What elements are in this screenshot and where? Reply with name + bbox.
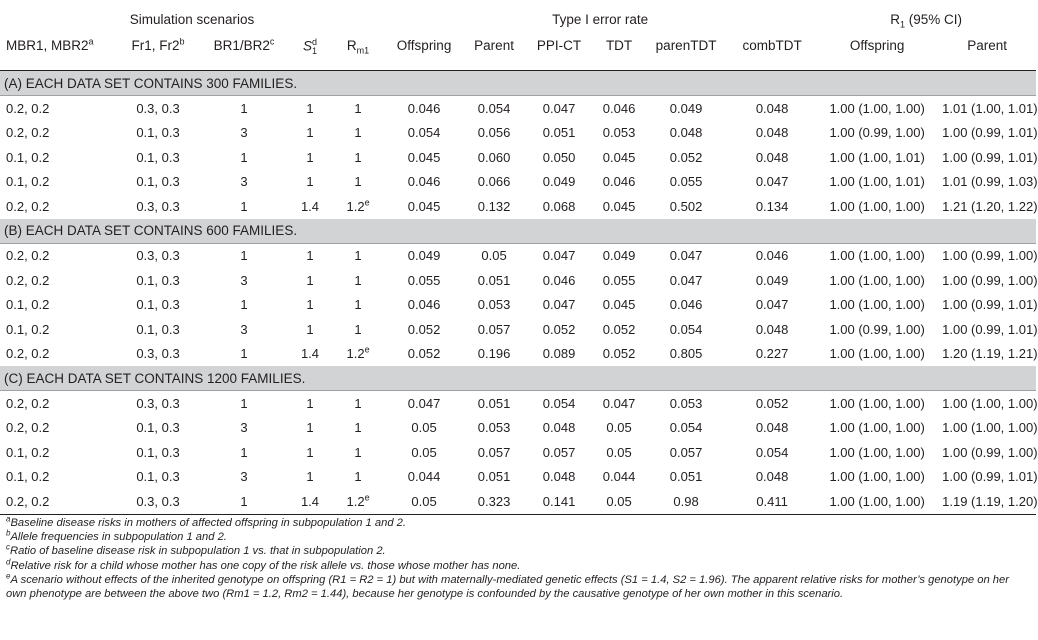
- table-cell: 0.134: [755, 198, 789, 214]
- column-header-row: [0, 38, 1036, 71]
- table-cell: 0.1, 0.2: [6, 149, 50, 165]
- section-header: [0, 366, 1036, 391]
- table-cell: 1.00 (1.00, 1.00): [829, 346, 925, 362]
- table-cell: 3: [240, 125, 248, 141]
- table-cell: 1.00 (0.99, 1.01): [942, 297, 1038, 313]
- table-cell: 0.049: [602, 248, 636, 264]
- table-cell: 1.01 (0.99, 1.03): [942, 174, 1038, 190]
- table-cell: 0.044: [602, 469, 636, 485]
- table-cell: 0.1, 0.2: [6, 297, 50, 313]
- table-cell: 1: [306, 248, 314, 264]
- table-cell: 1.00 (1.00, 1.00): [829, 100, 925, 116]
- col-tdt: TDT: [594, 38, 644, 71]
- table-cell: 1: [354, 125, 362, 141]
- table-cell: 1.2e: [346, 344, 370, 362]
- table-cell: 0.045: [602, 149, 636, 165]
- table-cell: 0.047: [669, 248, 703, 264]
- table-cell: 1: [306, 420, 314, 436]
- table-row: [0, 170, 1036, 195]
- table-cell: 0.054: [477, 100, 511, 116]
- table-cell: 1: [354, 420, 362, 436]
- table-cell: 0.2, 0.2: [6, 346, 50, 362]
- table-cell: 1: [306, 174, 314, 190]
- table-cell: 0.053: [477, 297, 511, 313]
- col-combtdt: combTDT: [728, 38, 816, 71]
- table-cell: 0.1, 0.3: [136, 469, 180, 485]
- table-cell: 0.045: [407, 149, 441, 165]
- table-cell: 0.046: [602, 100, 636, 116]
- table-cell: 1: [240, 297, 248, 313]
- table-cell: 1.01 (1.00, 1.01): [942, 100, 1038, 116]
- table-cell: 0.048: [755, 125, 789, 141]
- table-cell: 1.00 (1.00, 1.00): [829, 444, 925, 460]
- table-cell: 0.056: [477, 125, 511, 141]
- table-cell: 1: [240, 149, 248, 165]
- col-s1: S d 1: [288, 38, 332, 71]
- table-cell: 0.046: [602, 174, 636, 190]
- section-header: [0, 219, 1036, 244]
- table-cell: 1: [306, 125, 314, 141]
- col-br: BR1/BR2$^c$: [200, 38, 288, 71]
- table-cell: 3: [240, 469, 248, 485]
- table-cell: 1.20 (1.19, 1.21): [942, 346, 1038, 362]
- table-cell: 1.00 (1.00, 1.00): [829, 420, 925, 436]
- table-cell: 0.3, 0.3: [116, 489, 200, 514]
- table-cell: 0.046: [542, 272, 576, 288]
- table-cell: 1: [354, 469, 362, 485]
- table-cell: 0.047: [669, 272, 703, 288]
- table-cell: 0.2, 0.2: [6, 248, 50, 264]
- table-cell: 1.00 (1.00, 1.00): [829, 297, 925, 313]
- table-cell: 0.2, 0.2: [6, 420, 50, 436]
- table-cell: 1: [306, 469, 314, 485]
- table-cell: 1.00 (0.99, 1.01): [942, 321, 1038, 337]
- table-cell: 0.3, 0.3: [136, 198, 180, 214]
- table-cell: 1.21 (1.20, 1.22): [942, 198, 1038, 214]
- table-cell: 0.057: [477, 444, 511, 460]
- table-cell: 1: [306, 321, 314, 337]
- footnote-e: $^e$A scenario without effects of the inherited genotype on offspring (R1 = R2 = 1) but with maternally-mediated genetic effects (S1 = 1.4, S2 = 1.96). The apparent relative risks for mother’s genotype on her own phenotype are between the above two (Rm1 = 1.2, Rm2 = 1.44), because her genotype is confounded by the causative genotype of her own mother in this scenario.: [6, 571, 1009, 601]
- table-cell: 0.1, 0.3: [136, 321, 180, 337]
- table-cell: 0.048: [755, 149, 789, 165]
- col-offspring: Offspring: [384, 38, 464, 71]
- table-cell: 1.00 (1.00, 1.00): [829, 469, 925, 485]
- table-cell: 0.051: [669, 469, 703, 485]
- table-cell: 1: [354, 174, 362, 190]
- table-cell: 0.055: [407, 272, 441, 288]
- table-cell: 0.141: [524, 489, 594, 514]
- table-cell: 0.048: [542, 420, 576, 436]
- table-cell: 1: [200, 489, 288, 514]
- table-cell: 0.052: [669, 149, 703, 165]
- footnote-c: $^c$Ratio of baseline disease risk in subpopulation 1 vs. that in subpopulation 2.: [6, 542, 386, 558]
- section-title: (C) EACH DATA SET CONTAINS 1200 FAMILIES.: [0, 366, 1036, 391]
- table-cell: 0.3, 0.3: [136, 100, 180, 116]
- table-row: [0, 465, 1036, 490]
- table-cell: 0.048: [755, 321, 789, 337]
- table-cell: 0.2, 0.2: [6, 125, 50, 141]
- table-cell: 1: [354, 149, 362, 165]
- table-cell: 0.057: [542, 444, 576, 460]
- col-fr: Fr1, Fr2$^b$: [116, 38, 200, 71]
- table-cell: 3: [240, 321, 248, 337]
- table-row: [0, 121, 1036, 146]
- table-cell: 1.00 (1.00, 1.00): [942, 395, 1038, 411]
- table-cell: 1.00 (0.99, 1.00): [829, 125, 925, 141]
- table-cell: 0.055: [602, 272, 636, 288]
- group-type1-header: Type I error rate: [552, 11, 649, 27]
- table-cell: 0.2, 0.2: [6, 395, 50, 411]
- table-cell: 1.00 (0.99, 1.00): [942, 248, 1038, 264]
- table-cell: 1: [354, 321, 362, 337]
- table-cell: 0.05: [481, 248, 507, 264]
- table-cell: 0.048: [542, 469, 576, 485]
- table-cell: 0.049: [542, 174, 576, 190]
- table-cell: 0.1, 0.3: [136, 444, 180, 460]
- table-cell: 0.049: [755, 272, 789, 288]
- table-cell: 0.2, 0.2: [6, 272, 50, 288]
- table-row: [0, 416, 1036, 441]
- table-cell: 3: [240, 174, 248, 190]
- table-cell: 0.227: [755, 346, 789, 362]
- table-cell: 0.045: [407, 198, 441, 214]
- table-cell: 0.047: [542, 100, 576, 116]
- table-cell: 0.044: [407, 469, 441, 485]
- table-cell: 0.1, 0.3: [136, 272, 180, 288]
- table-cell: 0.052: [542, 321, 576, 337]
- table-cell: 0.053: [602, 125, 636, 141]
- table-cell: 1.2e: [346, 197, 370, 214]
- table-cell: 0.052: [602, 321, 636, 337]
- table-cell: 1: [240, 100, 248, 116]
- col-r1-parent: Parent: [938, 38, 1036, 71]
- table-cell: 0.054: [669, 321, 703, 337]
- table-cell: 0.1, 0.3: [136, 149, 180, 165]
- group-header-row: [0, 0, 1036, 38]
- table-cell: 0.411: [728, 489, 816, 514]
- table-cell: 0.047: [542, 297, 576, 313]
- table-cell: 0.046: [407, 297, 441, 313]
- table-cell: 0.05: [594, 489, 644, 514]
- section-title: (B) EACH DATA SET CONTAINS 600 FAMILIES.: [0, 219, 1036, 244]
- table-row: [0, 391, 1036, 416]
- table-cell: 0.05: [606, 444, 632, 460]
- table-cell: 0.047: [755, 174, 789, 190]
- table-cell: 1: [306, 149, 314, 165]
- table-cell: 0.048: [755, 420, 789, 436]
- table-cell: 0.089: [542, 346, 576, 362]
- table-cell: 0.051: [477, 469, 511, 485]
- table-cell: 0.053: [669, 395, 703, 411]
- table-cell: 1.00 (1.00, 1.01): [829, 174, 925, 190]
- table-cell: 0.054: [407, 125, 441, 141]
- table-cell: 0.054: [755, 444, 789, 460]
- table-cell: 0.052: [755, 395, 789, 411]
- footnote-d: $^d$Relative risk for a child whose mother has one copy of the risk allele vs. those whose mother has none.: [6, 556, 521, 572]
- footnotes: [6, 516, 1010, 601]
- table-cell: 0.05: [384, 489, 464, 514]
- col-mbr: MBR1, MBR2$^a$: [0, 38, 116, 71]
- table-cell: 1.00 (1.00, 1.01): [829, 149, 925, 165]
- table-cell: 0.047: [755, 297, 789, 313]
- table-cell: 1: [354, 248, 362, 264]
- table-cell: 0.1, 0.2: [6, 444, 50, 460]
- table-cell: 0.046: [755, 248, 789, 264]
- table-cell: 0.805: [669, 346, 703, 362]
- col-parent: Parent: [464, 38, 524, 71]
- section-title: (A) EACH DATA SET CONTAINS 300 FAMILIES.: [0, 71, 1036, 96]
- table-cell: 1.00 (1.00, 1.00): [829, 272, 925, 288]
- table-cell: 0.048: [755, 100, 789, 116]
- table-cell: 1.4: [288, 489, 332, 514]
- table-cell: 0.057: [477, 321, 511, 337]
- table-cell: 0.05: [411, 420, 437, 436]
- table-cell: 1: [306, 395, 314, 411]
- table-cell: 0.066: [477, 174, 511, 190]
- table-cell: 0.502: [669, 198, 703, 214]
- table-cell: 1: [354, 297, 362, 313]
- table-cell: 0.052: [407, 321, 441, 337]
- table-body: [0, 71, 1036, 515]
- table-cell: 0.1, 0.3: [136, 174, 180, 190]
- table-cell: 0.046: [407, 100, 441, 116]
- table-cell: 0.046: [407, 174, 441, 190]
- table-cell: 1.19 (1.19, 1.20): [938, 489, 1036, 514]
- table-cell: 1.00 (0.99, 1.00): [942, 444, 1038, 460]
- col-rm1: $R_{m1}$: [332, 38, 384, 71]
- table-cell: 1: [240, 444, 248, 460]
- table-cell: 0.051: [542, 125, 576, 141]
- table-cell: 1.00 (1.00, 1.00): [829, 395, 925, 411]
- table-cell: 1.4: [300, 198, 320, 214]
- table-cell: 1.00 (1.00, 1.00): [816, 489, 938, 514]
- table-cell: 1.2e: [332, 489, 384, 514]
- table-cell: 3: [240, 272, 248, 288]
- table-cell: 0.3, 0.3: [136, 346, 180, 362]
- group-r1-header: $R_1$ (95% CI): [890, 11, 963, 30]
- table-cell: 0.048: [755, 469, 789, 485]
- table-cell: 1: [306, 272, 314, 288]
- table-cell: 0.049: [407, 248, 441, 264]
- table-cell: 0.051: [477, 395, 511, 411]
- table-cell: 0.98: [644, 489, 728, 514]
- group-simulation-header: Simulation scenarios: [129, 11, 255, 27]
- table-cell: 1.00 (0.99, 1.01): [942, 125, 1038, 141]
- table-cell: 0.048: [669, 125, 703, 141]
- table-cell: 0.057: [669, 444, 703, 460]
- table-row: [0, 317, 1036, 342]
- table-cell: 0.053: [477, 420, 511, 436]
- table-row: [0, 194, 1036, 219]
- table-cell: 0.2, 0.2: [0, 489, 116, 514]
- table-cell: 0.1, 0.2: [6, 469, 50, 485]
- table-cell: 0.047: [602, 395, 636, 411]
- table-cell: 0.2, 0.2: [6, 100, 50, 116]
- table-cell: 1: [306, 100, 314, 116]
- table-cell: 0.05: [606, 420, 632, 436]
- table-cell: 0.3, 0.3: [136, 395, 180, 411]
- table-cell: 0.047: [407, 395, 441, 411]
- table-cell: 0.054: [669, 420, 703, 436]
- footnote-b: $^b$Allele frequencies in subpopulation 1 and 2.: [6, 528, 227, 544]
- table-cell: 0.052: [602, 346, 636, 362]
- table-row: [0, 145, 1036, 170]
- table-cell: 0.052: [407, 346, 441, 362]
- table-cell: 0.049: [669, 100, 703, 116]
- table-cell: 1.00 (1.00, 1.00): [942, 420, 1038, 436]
- table-cell: 0.3, 0.3: [136, 248, 180, 264]
- table-cell: 1: [306, 297, 314, 313]
- table-cell: 0.068: [542, 198, 576, 214]
- table-cell: 0.046: [669, 297, 703, 313]
- section-header: [0, 71, 1036, 96]
- table-cell: 1: [354, 272, 362, 288]
- table-row: [0, 293, 1036, 318]
- table-cell: 1: [240, 198, 248, 214]
- col-r1-offspring: Offspring: [816, 38, 938, 71]
- table-cell: 0.196: [477, 346, 511, 362]
- table-cell: 1: [354, 444, 362, 460]
- table-cell: 0.051: [477, 272, 511, 288]
- col-parentdt: parenTDT: [644, 38, 728, 71]
- table-cell: 0.055: [669, 174, 703, 190]
- table-row: [0, 489, 1036, 514]
- table-cell: 0.045: [602, 198, 636, 214]
- table-cell: 1.00 (1.00, 1.00): [829, 198, 925, 214]
- table-cell: 1.00 (0.99, 1.01): [942, 149, 1038, 165]
- table-cell: 1: [354, 395, 362, 411]
- table-cell: 3: [240, 420, 248, 436]
- table-cell: 0.060: [477, 149, 511, 165]
- table-cell: 0.047: [542, 248, 576, 264]
- table-row: [0, 268, 1036, 293]
- table-cell: 1: [240, 395, 248, 411]
- table-cell: 1.00 (0.99, 1.01): [942, 469, 1038, 485]
- table-cell: 0.054: [542, 395, 576, 411]
- table-cell: 0.323: [464, 489, 524, 514]
- table-cell: 1.00 (0.99, 1.00): [829, 321, 925, 337]
- table-cell: 1.00 (1.00, 1.00): [829, 248, 925, 264]
- table-cell: 1: [306, 444, 314, 460]
- col-ppict: PPI-CT: [524, 38, 594, 71]
- table-row: [0, 96, 1036, 121]
- table-cell: 0.1, 0.2: [6, 321, 50, 337]
- table-row: [0, 440, 1036, 465]
- table-cell: 0.1, 0.2: [6, 174, 50, 190]
- table-cell: 0.1, 0.3: [136, 297, 180, 313]
- table-cell: 0.2, 0.2: [6, 198, 50, 214]
- table-cell: 1.4: [300, 346, 320, 362]
- table-cell: 0.05: [411, 444, 437, 460]
- table-cell: 1: [240, 248, 248, 264]
- table-cell: 1: [354, 100, 362, 116]
- footnote-a: $^a$Baseline disease risks in mothers of affected offspring in subpopulation 1 and 2.: [6, 514, 406, 529]
- table-cell: 1.00 (0.99, 1.00): [942, 272, 1038, 288]
- table-cell: 0.050: [542, 149, 576, 165]
- table-cell: 0.1, 0.3: [136, 420, 180, 436]
- table-row: [0, 342, 1036, 367]
- table-cell: 1: [240, 346, 248, 362]
- table-row: [0, 243, 1036, 268]
- table-cell: 0.045: [602, 297, 636, 313]
- table-cell: 0.1, 0.3: [136, 125, 180, 141]
- table-cell: 0.132: [477, 198, 511, 214]
